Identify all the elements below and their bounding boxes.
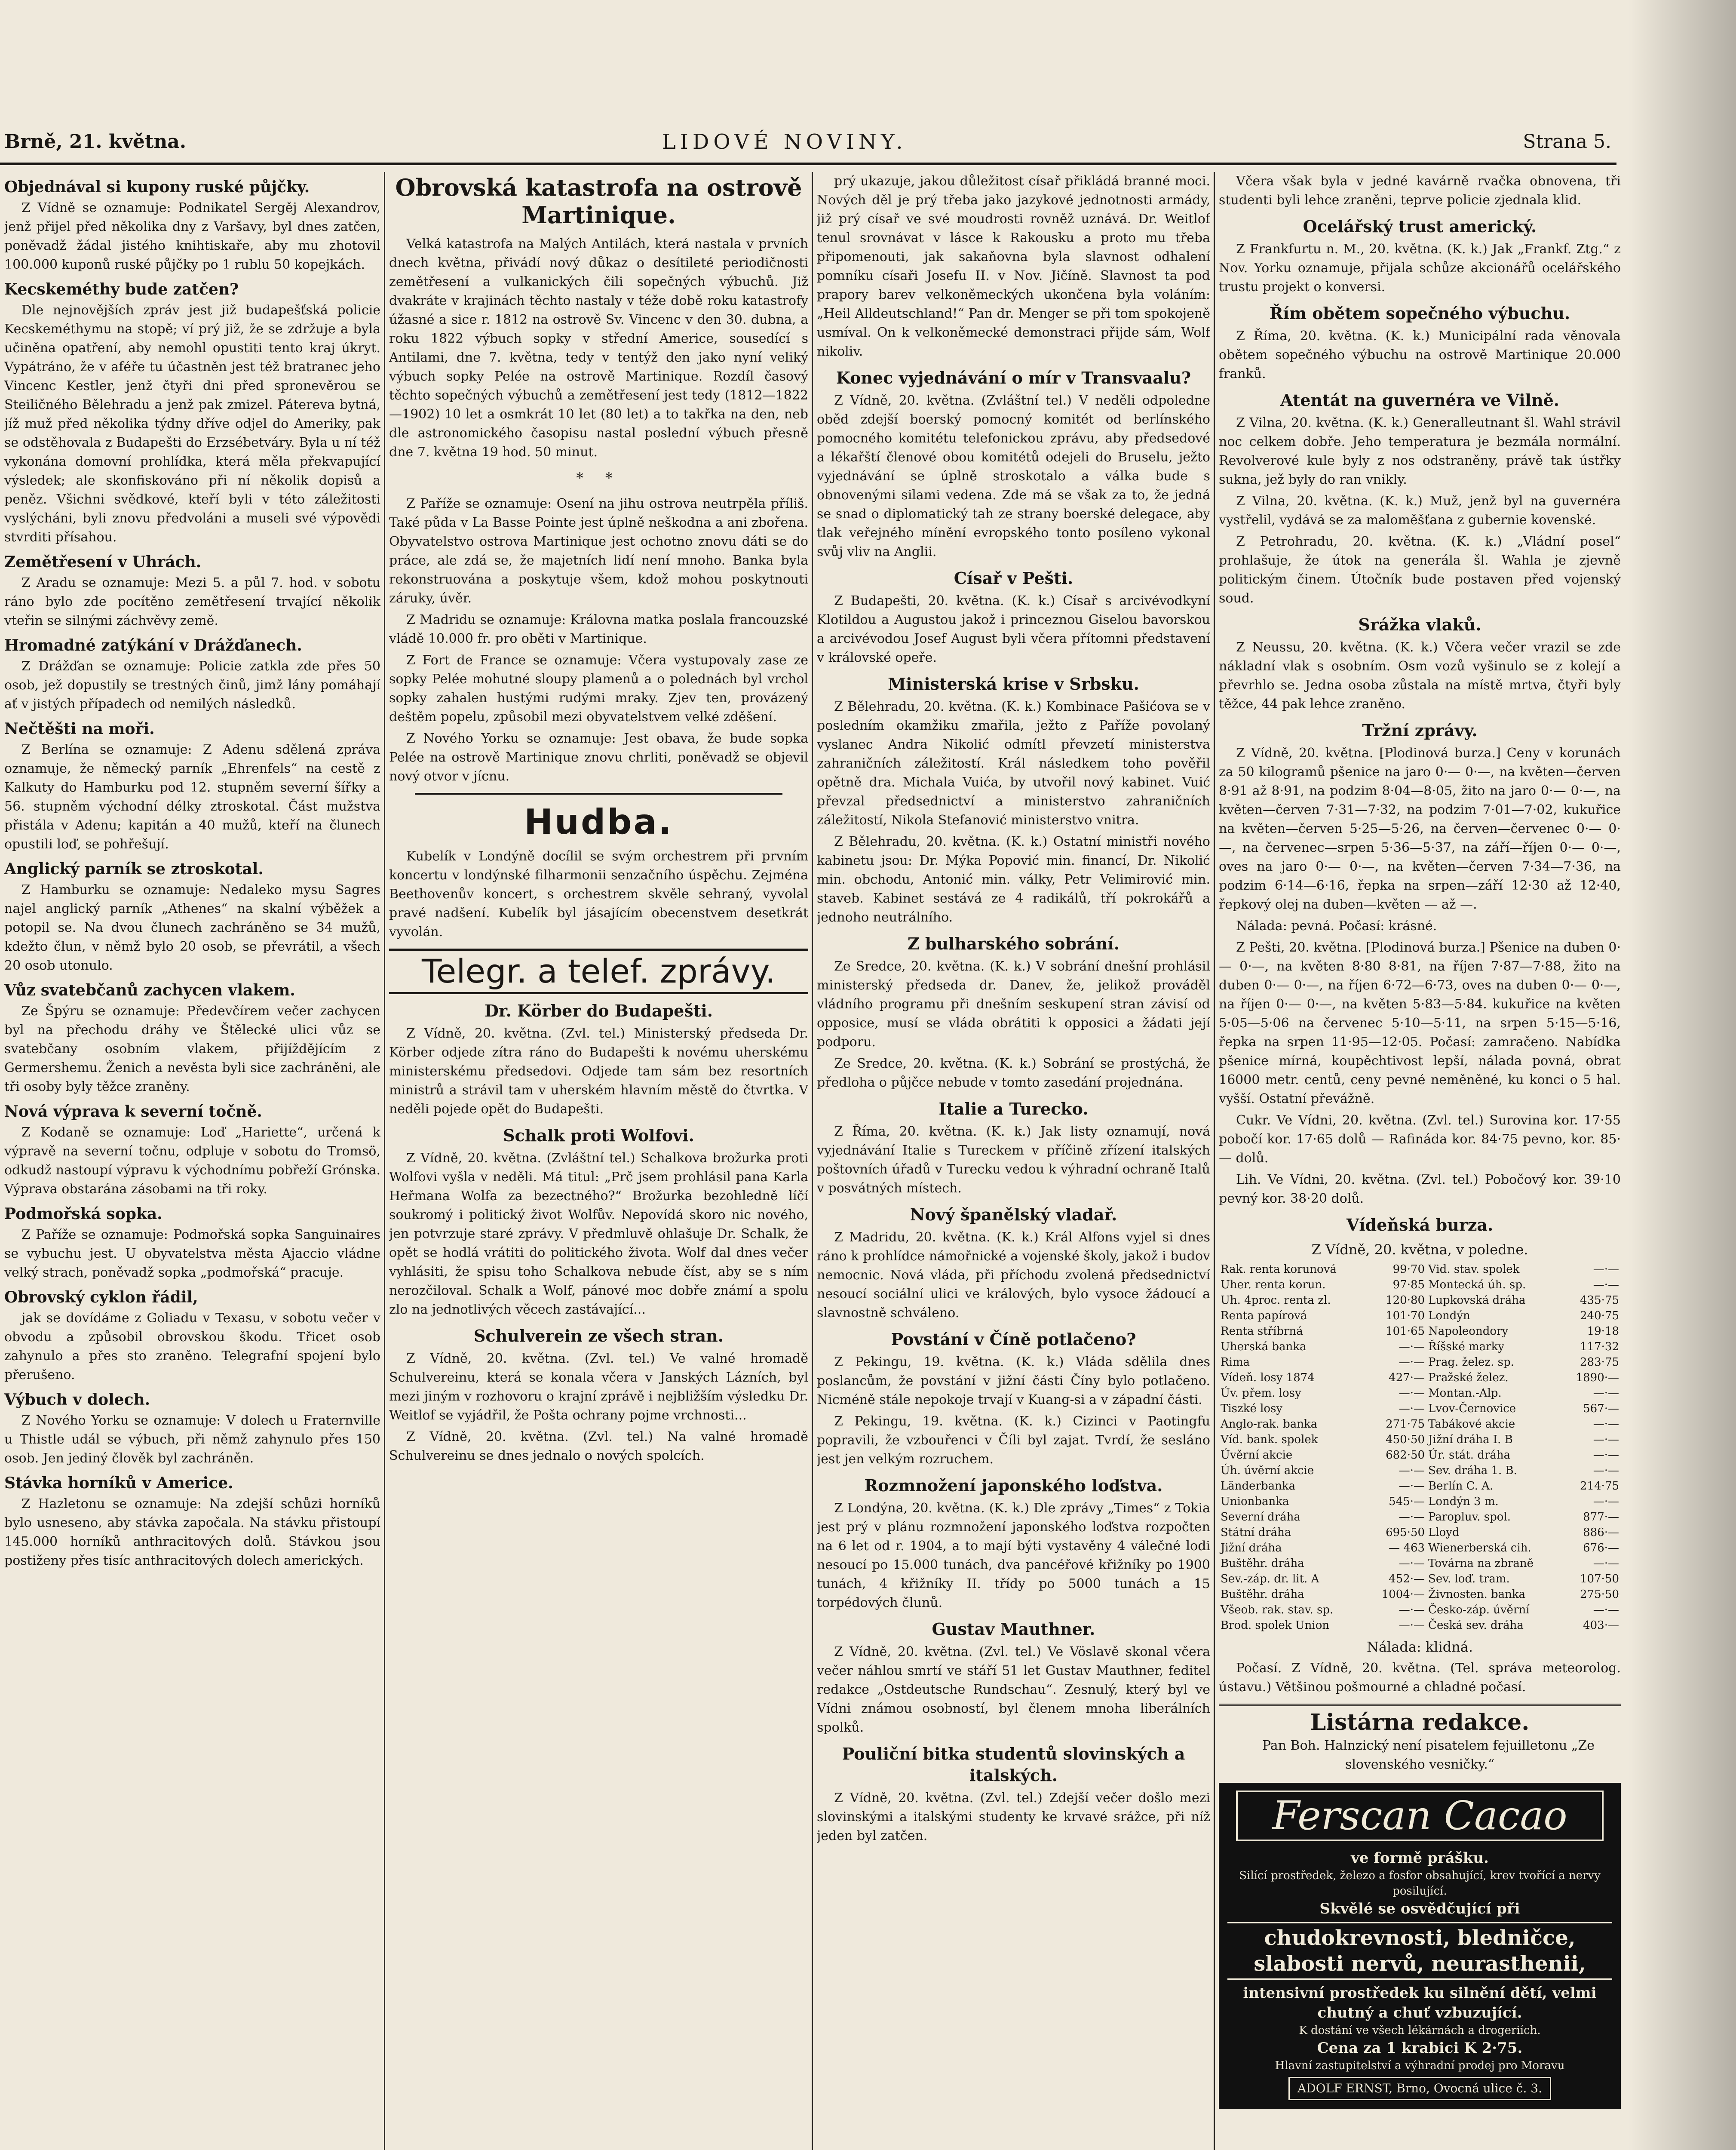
article-heading: Italie a Turecko. [939, 1099, 1089, 1118]
article-text: Z Hazletonu se oznamuje: Na zdejší schůzi horníků bylo usneseno, aby stávka započala. Na stávku přistoupí 145.000 horníků anthracitových dolů. Stávkou jsou postiženy přes tisíc anthracitových dolech amerických. [4, 1496, 380, 1568]
rate-value: 676·— [1583, 1542, 1619, 1554]
section-title-telegr: Telegr. a telef. zprávy. [389, 949, 808, 994]
column-divider [384, 172, 385, 2150]
rate-value: —·— [1593, 1464, 1619, 1477]
rate-label: Renta papírová [1221, 1309, 1307, 1322]
rate-label: Unionbanka [1221, 1495, 1289, 1508]
article-heading: Císař v Pešti. [954, 568, 1073, 588]
ad-line: Skvělé se osvědčující při [1319, 1900, 1520, 1917]
article-text: Z Bělehradu, 20. května. (K. k.) Ostatní ministři nového kabinetu jsou: Dr. Mýka Popović min. financí, Dr. Nikolić min. obchodu, Antonić min. války, Petr Velimirović min. staveb. Kabinet sestává ze 4 radikálů, tří pokrokářů a jednoho neutrálního. [817, 834, 1210, 925]
burza-mood: Nálada: klidná. [1366, 1639, 1473, 1655]
rates-row [1219, 1509, 1621, 1525]
article-heading: Objednával si kupony ruské půjčky. [4, 178, 310, 196]
article-heading: Z bulharského sobrání. [907, 934, 1120, 953]
rate-value: —·— [1593, 1495, 1619, 1508]
rates-row [1219, 1463, 1621, 1478]
rate-value: 283·75 [1580, 1356, 1619, 1369]
article-text: Cukr. Ve Vídni, 20. května. (Zvl. tel.) Surovina kor. 17·55 pobočí kor. 17·65 dolů — Rafináda kor. 84·75 pevno, kor. 85·— dolů. [1219, 1113, 1621, 1166]
rates-row [1219, 1401, 1621, 1416]
column-3 [817, 172, 1210, 2150]
rate-label: Lvov-Černovice [1428, 1402, 1516, 1415]
rate-value: —·— [1593, 1557, 1619, 1570]
rate-label: Lupkovská dráha [1428, 1294, 1526, 1307]
article-text: Z Madridu se oznamuje: Královna matka poslala francouzské vládě 10.000 fr. pro oběti v Martinique. [389, 612, 808, 646]
article-heading: Zemětřesení v Uhrách. [4, 553, 202, 571]
rate-label: Montecká úh. sp. [1428, 1278, 1526, 1291]
article-heading: Konec vyjednávání o mír v Transvaalu? [836, 368, 1191, 387]
article-heading: Ministerská krise v Srbsku. [888, 674, 1139, 694]
rate-value: —·— [1399, 1557, 1425, 1570]
page-number: Strana 5. [1523, 131, 1611, 153]
article-text: Z Frankfurtu n. M., 20. května. (K. k.) Jak „Frankf. Ztg.“ z Nov. Yorku oznamuje, přijala schůze akcionářů ocelářského trustu projekt o konversi. [1219, 242, 1621, 295]
advertisement [1219, 1783, 1621, 2109]
rate-label: Anglo-rak. banka [1221, 1418, 1318, 1431]
article-heading: Řím obětem sopečného výbuchu. [1269, 304, 1570, 323]
ad-brand-logo: Ferscan Cacao [1236, 1791, 1604, 1841]
rates-row [1219, 1587, 1621, 1602]
article-heading: Obrovský cyklon řádil, [4, 1288, 198, 1306]
article-text: Z Vídně, 20. května. (Zvl. tel.) Ministerský předseda Dr. Körber odjede zítra ráno do Budapešti k novému uherskému ministerskému předsedovi. Odjede tam sám bez resortních ministrů a strávil tam v uherském hlavním městě do čtvrtka. V neděli pojede opět do Budapešti. [389, 1026, 808, 1117]
rate-label: Londýn [1428, 1309, 1470, 1322]
rate-label: Česká sev. dráha [1428, 1619, 1524, 1632]
rate-value: —·— [1399, 1402, 1425, 1415]
article [4, 552, 380, 630]
rate-label: Úvěrní akcie [1221, 1449, 1293, 1462]
rate-label: Rima [1221, 1356, 1250, 1369]
rate-label: Tabákové akcie [1428, 1418, 1515, 1431]
article-text: Z Budapešti, 20. května. (K. k.) Císař s arcivévodkyní Klotildou a Augustou jakož i princeznou Giselou bavorskou a arcivévodou Josef August byli včera přítomni představení v královské opeře. [817, 593, 1210, 665]
article-text: Lih. Ve Vídni, 20. května. (Zvl. tel.) Pobočový kor. 39·10 pevný kor. 38·20 dolů. [1219, 1172, 1621, 1206]
article-text: Z Fort de France se oznamuje: Včera vystupovaly zase ze sopky Pelée mohutné sloupy plamenů a o polednách byl vrchol sopky zahalen hustými rudými mraky. Zjev ten, provázený deštěm popelu, způsobil mezi obyvatelstvem velké zděšení. [389, 653, 808, 725]
article-text: Z Pekingu, 19. května. (K. k.) Cizinci v Paotingfu popravili, že vzbouřenci v Číli byl zajat. Tvrdí, že sesláno jest jen velkým rozruchem. [817, 1414, 1210, 1467]
rates-row [1219, 1339, 1621, 1354]
rate-label: Renta stříbrná [1221, 1325, 1303, 1338]
article-heading: Schalk proti Wolfovi. [503, 1126, 694, 1145]
rate-value: — 463 [1389, 1542, 1425, 1554]
rate-value: 275·50 [1580, 1588, 1619, 1601]
rate-label: Tiszké losy [1221, 1402, 1283, 1415]
article [4, 177, 380, 274]
article-heading: Vůz svatebčanů zachycen vlakem. [4, 981, 295, 999]
section-title-burza: Vídeňská burza. [1346, 1215, 1494, 1235]
article-heading: Rozmnožení japonského loďstva. [864, 1476, 1163, 1495]
masthead-title: LIDOVÉ NOVINY. [662, 130, 907, 154]
rates-row [1219, 1324, 1621, 1339]
rate-value: 1890·— [1576, 1371, 1619, 1384]
article-heading: Výbuch v dolech. [4, 1391, 150, 1409]
rate-label: Montan.-Alp. [1428, 1387, 1502, 1400]
article-text: Z Vídně, 20. května. (Zvláštní tel.) Schalkova brožurka proti Wolfovi vyšla v neděli. Má titul: „Prč jsem prohlásil pana Karla Heřmana Wolfa za bezectného?“ Brožurka bezohledně líčí soukromý i politický život Wolfův. Nepovídá skoro nic nového, jen potvrzuje staré zprávy. V předmluvě ohlašuje Dr. Schalk, že opět se hodlá vrátiti do politického života. Wolf dal dnes večer vyhlásiti, že spisu toho Schalkova nebude číst, aby se s ním nerozčiloval. Schalk a Wolf, pánové moc dobře známí a spolu zlo na jednotlivých věcech zastávající... [389, 1151, 808, 1317]
rate-value: —·— [1593, 1263, 1619, 1276]
rate-value: 427·— [1389, 1371, 1425, 1384]
divider [415, 793, 782, 795]
ad-line: Hlavní zastupitelství a výhradní prodej pro Moravu [1275, 2059, 1565, 2072]
article-text: Z Bělehradu, 20. května. (K. k.) Kombinace Pašićova se v posledním okamžiku zmařila, ježto z Paříže povolaný vyslanec Andra Nikolić odmítl převzetí ministerstva zahraničních záležitostí. Král následkem toho pověřil opětně dra. Michala Vuića, by utvořil nový kabinet. Vuić převzal předsednictví a ministerstvo zahraničních záležitostí, Nikola Stefanović ministerstvo vnitra. [817, 699, 1210, 828]
ad-line: intensivní prostředek ku silnění dětí, velmi chutný a chuť vzbuzující. [1243, 1984, 1597, 2021]
article-text: Z Kodaně se oznamuje: Loď „Hariette“, určená k výpravě na severní točnu, odpluje v sobotu do Tromsö, odkudž nastoupí výpravu k východnímu pobřeží Grónska. Výprava obstarána zásobami na tři roky. [4, 1125, 380, 1197]
article-text: Z Aradu se oznamuje: Mezi 5. a půl 7. hod. v sobotu ráno bylo zde pocítěno zemětřesení trvající několik vteřin se silnými záchvěvy země. [4, 575, 380, 628]
rates-row [1219, 1277, 1621, 1293]
rate-value: —·— [1399, 1340, 1425, 1353]
rates-row [1219, 1618, 1621, 1633]
article-text: Z Pešti, 20. května. [Plodinová burza.] Pšenice na duben 0·— 0·—, na květen 8·80 8·81, na říjen 7·87—7·88, žito na duben 0·— 0·—, na říjen 6·72—6·73, oves na duben 0·— 0·—, na říjen 0·— 0·—, na květen 5·83—5·84. kukuřice na květen 5·05—5·06 na červenec 5·10—5·11, na srpen 5·15—5·16, řepka na srpen 11·95—12·05. Počasí: zamračeno. Nabídka pšenice mírná, koupěchtivost lepší, nálada povná, obrat 16000 metr. centů, ceny pevné neměněné, ku konci o 5 hal. vyšší. Ostatní převážně. [1219, 940, 1621, 1106]
rate-label: Buštěhr. dráha [1221, 1588, 1304, 1601]
article-text: Z Berlína se oznamuje: Z Adenu sdělená zpráva oznamuje, že německý parník „Ehrenfels“ na cestě z Kalkuty do Hamburku pod 12. stupněm severní šířky a 56. stupněm východní délky ztroskotal. Část mužstva přistála v Adenu; kapitán a 40 mužů, kteří na člunech opustili loď, se pohřešují. [4, 742, 380, 852]
rate-label: Berlín C. A. [1428, 1480, 1494, 1493]
article-text: Kubelík v Londýně docílil se svým orchestrem při prvním koncertu v londýnské filharmonii senzačního úspěchu. Zejména Beethovenův koncert, s orchestrem skvěle sehraný, vyvolal pravé nadšení. Kubelík byl jásajícím obecenstvem desetkrát vyvolán. [389, 849, 808, 940]
article-heading: Nová výprava k severní točně. [4, 1103, 262, 1121]
article-text: Z Madridu, 20. května. (K. k.) Král Alfons vyjel si dnes ráno k prohlídce námořnické a vojenské školy, jakož i budov nemocnic. Nová vláda, při příchodu zvolená předsednictví nesoucí sociální ulici ve králových, bylo vysoce žádoucí a slavnostně schváleno. [817, 1230, 1210, 1321]
article-text: Z Neussu, 20. května. (K. k.) Včera večer vrazil se zde nákladní vlak s osobním. Osm vozů vyšinulo se z kolejí a převrhlo se. Jedna osoba zůstala na místě mrtva, čtyři byly těžce, 44 pak lehce zraněno. [1219, 640, 1621, 712]
article-text: Z Vídně, 20. května. (Zvl. tel.) Na valné hromadě Schulvereinu se dnes jednalo o nových spolcích. [389, 1429, 808, 1463]
section-title-hudba: Hudba. [524, 802, 673, 842]
rates-row [1219, 1385, 1621, 1401]
rate-label: Jižní dráha [1221, 1542, 1282, 1554]
rate-label: Londýn 3 m. [1428, 1495, 1499, 1508]
rate-value: 99·70 [1392, 1263, 1425, 1276]
rates-row [1219, 1494, 1621, 1509]
article-text: Z Vilna, 20. května. (K. k.) Muž, jenž byl na guvernéra vystřelil, vydává se za maloměšťana z gubernie kovenské. [1219, 494, 1621, 528]
rates-row [1219, 1432, 1621, 1447]
ad-price: Cena za 1 krabici K 2·75. [1317, 2039, 1523, 2057]
column-2 [389, 172, 808, 2150]
rate-value: 271·75 [1386, 1418, 1425, 1431]
rate-value: 214·75 [1580, 1480, 1619, 1493]
article-text: Z Vilna, 20. května. (K. k.) Generalleutnant šl. Wahl strávil noc celkem dobře. Jeho temperatura je bezmála normální. Revolverové kule byly z nos odstraněny, právě tak ústřky sukna, jež byly do ran vnikly. [1219, 415, 1621, 487]
article-text: Z Londýna, 20. května. (K. k.) Dle zprávy „Times“ z Tokia jest prý v plánu rozmnožení japonského loďstva rozpočten na 6 let od r. 1904, a to mají býti vystavěny 4 válečné lodi nesoucí po 15.000 tunách, dva pancéřové křižníky po 1900 tunách, 4 křižníky II. třídy po 5000 tunách a 15 torpédových člunů. [817, 1501, 1210, 1610]
article [4, 1102, 380, 1199]
article-heading: Gustav Mauthner. [932, 1619, 1095, 1639]
rate-value: —·— [1593, 1387, 1619, 1400]
rate-label: Jižní dráha I. B [1428, 1433, 1513, 1446]
column-1 [4, 172, 380, 2150]
rate-value: 695·50 [1386, 1526, 1425, 1539]
rate-value: 120·80 [1386, 1294, 1425, 1307]
rate-label: Severní dráha [1221, 1511, 1300, 1523]
section-title-trh: Tržní zprávy. [1362, 721, 1478, 740]
article-heading: Schulverein ze všech stran. [473, 1326, 724, 1345]
article-heading: Nečtěšti na moři. [4, 720, 155, 738]
column-4 [1219, 172, 1621, 2150]
article-text: Z Drážďan se oznamuje: Policie zatkla zde přes 50 osob, jež dopustily se trestných činů, jimž lány pomáhají ať v jistých případech od nemilých následků. [4, 659, 380, 712]
rate-value: 117·32 [1580, 1340, 1619, 1353]
article-text: Z Hamburku se oznamuje: Nedaleko mysu Sagres najel anglický parník „Athenes“ na skalní výběžek a potopil se. Na dvou člunech zachráněno se 34 mužů, kdežto člun, v němž bylo 20 osob, se převrátil, a všech 20 osob utonulo. [4, 882, 380, 973]
article [4, 636, 380, 714]
rates-row [1219, 1293, 1621, 1308]
rates-row [1219, 1556, 1621, 1571]
rate-value: —·— [1399, 1603, 1425, 1616]
rate-label: Wienerberská cih. [1428, 1542, 1531, 1554]
article-heading: Stávka horníků v Americe. [4, 1474, 233, 1492]
rate-value: 567·— [1583, 1402, 1619, 1415]
rate-value: —·— [1399, 1387, 1425, 1400]
rates-row [1219, 1525, 1621, 1540]
article-text: Z Vídně, 20. května. (Zvl. tel.) Ve valné hromadě Schulvereinu, která se konala včera v Janských Lázních, byl mezi jiným v rozhovoru o krajní zprávě i nejbližším výsledku Dr. Weitlof se vyjádřil, že Pošta ochrany pojme vrchnosti... [389, 1351, 808, 1423]
rate-value: 101·70 [1386, 1309, 1425, 1322]
rate-label: Rak. renta korunová [1221, 1263, 1337, 1276]
rate-label: Továrna na zbraně [1428, 1557, 1534, 1570]
rate-label: Uherská banka [1221, 1340, 1307, 1353]
article-text: Včera však byla v jedné kavárně rvačka obnovena, tři studenti byli lehce zraněni, teprve policie zjednala klid. [1219, 174, 1621, 208]
ad-line: ve formě prášku. [1351, 1849, 1489, 1867]
article [4, 980, 380, 1096]
rate-label: Úh. úvěrní akcie [1221, 1464, 1314, 1477]
rate-value: 452·— [1389, 1573, 1425, 1585]
article-text: Z Paříže se oznamuje: Osení na jihu ostrova neutrpěla příliš. Také půda v La Basse Pointe jest úplně neškodna a ani zbořena. Obyvatelstvo ostrova Martinique jest ochotno znovu dáti se do práce, ale zdá se, že majetních lidí není mnoho. Banka byla rekonstruována a poskytuje všem, kdož mohou poskytnouti záruky, úvěr. [389, 496, 808, 606]
rates-row [1219, 1571, 1621, 1587]
rate-value: 435·75 [1580, 1294, 1619, 1307]
article-text: Z Petrohradu, 20. května. (K. k.) „Vládní posel“ prohlašuje, že útok na generála šl. Wahla je zjevně politickým činem. Útočník bude postaven před vojenský soud. [1219, 534, 1621, 606]
article-heading: Ocelářský trust americký. [1303, 217, 1537, 236]
article-text: Z Pekingu, 19. května. (K. k.) Vláda sdělila dnes poslancům, že povstání v jižní části Číny bylo potlačeno. Nicméně stále nepokoje trvají v Kuang-si a v západní části. [817, 1354, 1210, 1407]
rate-value: —·— [1593, 1433, 1619, 1446]
rate-label: Víd. bank. spolek [1221, 1433, 1318, 1446]
rate-label: Länderbanka [1221, 1480, 1296, 1493]
article-text: Z Nového Yorku se oznamuje: Jest obava, že bude sopka Pelée na ostrově Martinique znovu chrliti, poněvadž se objevil nový otvor v jícnu. [389, 731, 808, 784]
rate-value: —·— [1593, 1278, 1619, 1291]
mailbox-text: Pan Boh. Halnzický není pisatelem fejuilletonu „Ze slovenského vesničky.“ [1262, 1738, 1595, 1772]
rate-label: Živnosten. banka [1428, 1588, 1526, 1601]
article-text: Z Vídně, 20. května. [Plodinová burza.] Ceny v korunách za 50 kilogramů pšenice na jaro 0·— 0·—, na květen—červen 8·91 až 8·91, na podzim 8·04—8·05, žito na jaro 0·— 0·—, na květen—červen 7·31—7·32, na podzim 7·01—7·02, kukuřice na květen—červen 5·25—5·26, na červen—červenec 0·— 0·—, na červenec—srpen 5·36—5·37, na září—říjen 0·— 0·—, oves na jaro 0·— 0·—, na květen—červen 7·34—7·36, na podzim 6·14—6·16, řepka na srpen—září 12·30 až 12·40, řepkový olej na duben—květen — až —. [1219, 746, 1621, 912]
article-text: Z Říma, 20. května. (K. k.) Municipální rada věnovala obětem sopečného výbuchu na ostrově Martinique 20.000 franků. [1219, 329, 1621, 381]
article [4, 1204, 380, 1282]
article-text: Ze Sredce, 20. května. (K. k.) V sobrání dnešní prohlásil ministerský předseda dr. Danev, že, jelikož prováděl vládního programu při dnešním seskupení stran závisí od opposice, musí se vláda obrátiti k opposici a žádati její podporu. [817, 959, 1210, 1050]
rate-label: Lloyd [1428, 1526, 1460, 1539]
article [4, 1473, 380, 1570]
rate-label: Paropluv. spol. [1428, 1511, 1511, 1523]
article-text: jak se dovídáme z Goliadu v Texasu, v sobotu večer v obvodu a způsobil obrovskou škodu. Třicet osob zahynulo a přes sto zraněno. Telegrafní spojení bylo přerušeno. [4, 1311, 380, 1382]
article-heading: Srážka vlaků. [1358, 615, 1481, 634]
ad-line: Silící prostředek, železo a fosfor obsahující, krev tvořící a nervy posilující. [1239, 1869, 1601, 1898]
rate-value: 450·50 [1386, 1433, 1425, 1446]
article-text: Z Říma, 20. května. (K. k.) Jak listy oznamují, nová vyjednávání Italie s Tureckem v příčině zřízení italských poštovních úřadů v Turecku vedou k výhradní ochraně Italů v posvátných místech. [817, 1124, 1210, 1196]
rate-value: 886·— [1583, 1526, 1619, 1539]
rate-label: Úr. stát. dráha [1428, 1449, 1511, 1462]
rate-label: Pražské želez. [1428, 1371, 1509, 1384]
rate-value: 107·50 [1580, 1573, 1619, 1585]
article-title: Obrovská katastrofa na ostrově Martinique. [395, 174, 802, 229]
rate-label: Úv. přem. losy [1221, 1387, 1301, 1400]
rate-label: Uh. 4proc. renta zl. [1221, 1294, 1331, 1307]
article-heading: Podmořská sopka. [4, 1205, 163, 1223]
rates-table [1219, 1262, 1621, 1633]
article-text: Z Vídně, 20. května. (Zvl. tel.) Ve Vöslavě skonal včera večer náhlou smrtí ve stáří 51 let Gustav Mauthner, feditel redakce „Ostdeutsche Rundschau“. Zesnulý, který byl ve Vídni známou osobností, byl členem mnoha liberálních spolků. [817, 1644, 1210, 1735]
rate-label: Buštěhr. dráha [1221, 1557, 1304, 1570]
column-divider [812, 172, 813, 2150]
rate-label: Vid. stav. spolek [1428, 1263, 1520, 1276]
rate-value: 240·75 [1580, 1309, 1619, 1322]
rate-value: 682·50 [1386, 1449, 1425, 1462]
rate-value: —·— [1399, 1464, 1425, 1477]
article-heading: Anglický parník se ztroskotal. [4, 860, 264, 878]
rate-label: Česko-záp. úvěrní [1428, 1603, 1530, 1616]
page-header [0, 125, 1736, 159]
rate-label: Všeob. rak. stav. sp. [1221, 1603, 1334, 1616]
rates-row [1219, 1540, 1621, 1556]
page-edge-shadow [1629, 0, 1736, 2150]
rate-label: Sev.-záp. dr. lit. A [1221, 1573, 1319, 1585]
article-heading: Kecskeméthy bude zatčen? [4, 280, 239, 298]
header-rule [0, 163, 1616, 165]
article [4, 719, 380, 854]
article [4, 1390, 380, 1468]
rate-label: Říšské marky [1428, 1340, 1505, 1353]
article-text: Dle nejnovějších zpráv jest již budapešťská policie Kecskeméthymu na stopě; ví prý již, že se zdržuje a byla učiněna opatření, aby nemohl opustiti tento kraj úkryt. Vypátráno, že v aféře tu účastněn jest též bratranec jeho Vincenc Kestler, jenž čtyři dni před spronevěrou se Steiličného Bělehradu a jenž pak zmizel. Pátereva bytná, jíž muž před několika týdny dříve odjel do Ameriky, pak se odstěhovala z Budapešti do Erzsébetváry. Byla u ní též vykonána domovní prohlídka, která měla překvapující výsledek; ale skonfiskováno při ní několik dopisů a peněz. Všichni svědkové, kteří byli v této záležitosti vyslýcháni, byli znovu předvoláni a museli své výpovědi stvrditi přísahou. [4, 303, 380, 545]
header-date: Brně, 21. května. [4, 131, 187, 153]
article-text: Z Paříže se oznamuje: Podmořská sopka Sanguinaires se vybuchu jest. U obyvatelstva města Ajaccio vládne velký strach, poněvadž sopka „podmořská“ pracuje. [4, 1227, 380, 1280]
article-text: Ze Sredce, 20. května. (K. k.) Sobrání se prostýchá, že předloha o půjčce nebude v tomto zasedání projednána. [817, 1056, 1210, 1090]
rate-value: —·— [1399, 1480, 1425, 1493]
rate-value: —·— [1399, 1356, 1425, 1369]
rate-label: Napoleondory [1428, 1325, 1509, 1338]
rates-row [1219, 1308, 1621, 1324]
rate-label: Sev. loď. tram. [1428, 1573, 1510, 1585]
rates-row [1219, 1416, 1621, 1432]
rates-row [1219, 1370, 1621, 1385]
article-text: Z Nového Yorku se oznamuje: V dolech u Fraternville u Thistle udál se výbuch, při němž zahynulo přes 150 osob. Jen jediný člověk byl zachráněn. [4, 1413, 380, 1466]
article-text: prý ukazuje, jakou důležitost císař přikládá branné moci. Nových děl je prý třeba jako jazykové jednotnosti armády, již prý císař ve své moudrosti rovněž uznává. Dr. Weitlof tenul srovnávat v lásce k Rakousku a proto mu třeba připomenouti, jak sakaňovna byla slavnost odhalení pomníku císaři Josefu II. v Nov. Jičíně. Slavnost ta pod prapory barev velkoněmeckých ukončena byla voláním: „Heil Alldeutschland!“ Pan dr. Menger se při tom spokojeně usmíval. On k velkoněmecké demonstraci přijde sám, Wolf nikoliv. [817, 174, 1210, 359]
rate-value: —·— [1399, 1619, 1425, 1632]
rate-label: Brod. spolek Union [1221, 1619, 1330, 1632]
article [4, 859, 380, 975]
article-heading: Pouliční bitka studentů slovinských a italských. [842, 1744, 1185, 1785]
rate-label: Státní dráha [1221, 1526, 1291, 1539]
rate-label: Prag. želez. sp. [1428, 1356, 1514, 1369]
rate-value: 1004·— [1381, 1588, 1425, 1601]
rate-label: Vídeň. losy 1874 [1221, 1371, 1315, 1384]
article-heading: Nový španělský vladař. [910, 1205, 1117, 1224]
rate-value: 545·— [1389, 1495, 1425, 1508]
article [4, 280, 380, 547]
article-heading: Dr. Körber do Budapešti. [485, 1001, 713, 1020]
ad-seller: ADOLF ERNST, Brno, Ovocná ulice č. 3. [1288, 2077, 1551, 2100]
article-heading: Povstání v Číně potlačeno? [891, 1330, 1136, 1349]
rate-value: 403·— [1583, 1619, 1619, 1632]
rates-row [1219, 1262, 1621, 1277]
rate-label: Uher. renta korun. [1221, 1278, 1326, 1291]
article [4, 1287, 380, 1385]
ad-line: K dostání ve všech lékárnách a drogeriích. [1299, 2024, 1541, 2037]
rate-value: 101·65 [1386, 1325, 1425, 1338]
column-divider [1214, 172, 1215, 2150]
article-text: Náladа: pevná. Počasí: krásné. [1236, 918, 1437, 934]
rate-value: —·— [1399, 1511, 1425, 1523]
ad-headline: chudokrevnosti, bledničce, slabosti nervů, neurasthenii, [1227, 1922, 1612, 1980]
rates-row [1219, 1602, 1621, 1618]
article-text: Z Vídně se oznamuje: Podnikatel Sergěj Alexandrov, jenž přijel před několika dny z Varšavy, byl dnes zatčen, poněvadž žádal jistého knihtiskaře, aby mu zhotovil 100.000 kuponů ruské půjčky po 1 rublu 50 kopejkách. [4, 200, 380, 272]
weather-text: Počasí. Z Vídně, 20. května. (Tel. správa meteorolog. ústavu.) Většinou pošmourné a chladné počasí. [1219, 1661, 1621, 1695]
rate-value: 19·18 [1587, 1325, 1619, 1338]
rate-value: —·— [1593, 1603, 1619, 1616]
editorial-mailbox [1219, 1704, 1621, 1774]
rate-value: —·— [1593, 1449, 1619, 1462]
burza-dateline: Z Vídně, 20. května, v poledne. [1311, 1241, 1528, 1258]
article-text: Z Vídně, 20. května. (Zvl. tel.) Zdejší večer došlo mezi slovinskými a italskými studenty ke krvavé srážce, při níž jeden byl zatčen. [817, 1791, 1210, 1843]
article-text: Ze Špýru se oznamuje: Předevčírem večer zachycen byl na přechodu dráhy ve Štělecké ulici vůz se svatebčany osobním vlakem, přijíždějícím z Germershemu. Ženich a nevěsta byli sice zachráněni, ale tři osoby byly těžce zraněny. [4, 1004, 380, 1094]
article-text: Velká katastrofa na Malých Antilách, která nastala v prvních dnech května, přivádí nový důkaz o desítileté periodičnosti zemětřesení a vulkanických čili sopečných výbuchů. Již dvakráte v krajinách těchto nastaly v téže době roku katastrofy úžasné a sice r. 1812 na ostrově Sv. Vincenc v den 30. dubna, a roku 1822 výbuch sopky v střední Americe, sousedící s Antilami, dne 7. května, tedy v tentýž den jako nyní veliký výbuch sopky Pelée na ostrově Martinique. Rozdíl časový těchto sopečných výbuchů a zemětřesení jest tedy (1812—1822—1902) 10 let a osmkrát 10 let (80 let) a to takřka na den, neb dle astronomického časopisu nastal poslední výbuch přesně dne 7. května 19 hod. 50 minut. [389, 236, 808, 460]
section-separator: * * [576, 470, 621, 487]
rates-row [1219, 1354, 1621, 1370]
rate-value: 97·85 [1392, 1278, 1425, 1291]
article-heading: Hromadné zatýkání v Drážďanech. [4, 636, 302, 654]
article-heading: Atentát na guvernéra ve Vilně. [1280, 390, 1559, 410]
rate-label: Sev. dráha 1. B. [1428, 1464, 1517, 1477]
rate-value: —·— [1593, 1418, 1619, 1431]
article-text: Z Vídně, 20. května. (Zvláštní tel.) V neděli odpoledne oběd zdejší boerský pomocný komitét od berlínského pomocného komitétu telefonickou zprávu, aby předsedové a lékařští členové obou komitétů odejeli do Bruselu, ježto vyjednávání se úplně stroskotalo a válka bude s obnovenými silami vedena. Zde má se však za to, že jedná se snad o diplomatický tah ze strany boerské delegace, aby tlak veřejného mínění evropského tonto posíleno vykonal svůj vliv na Anglii. [817, 393, 1210, 559]
rate-value: 877·— [1583, 1511, 1619, 1523]
rates-row [1219, 1447, 1621, 1463]
mailbox-title: Listárna redakce. [1310, 1709, 1530, 1735]
rates-row [1219, 1478, 1621, 1494]
